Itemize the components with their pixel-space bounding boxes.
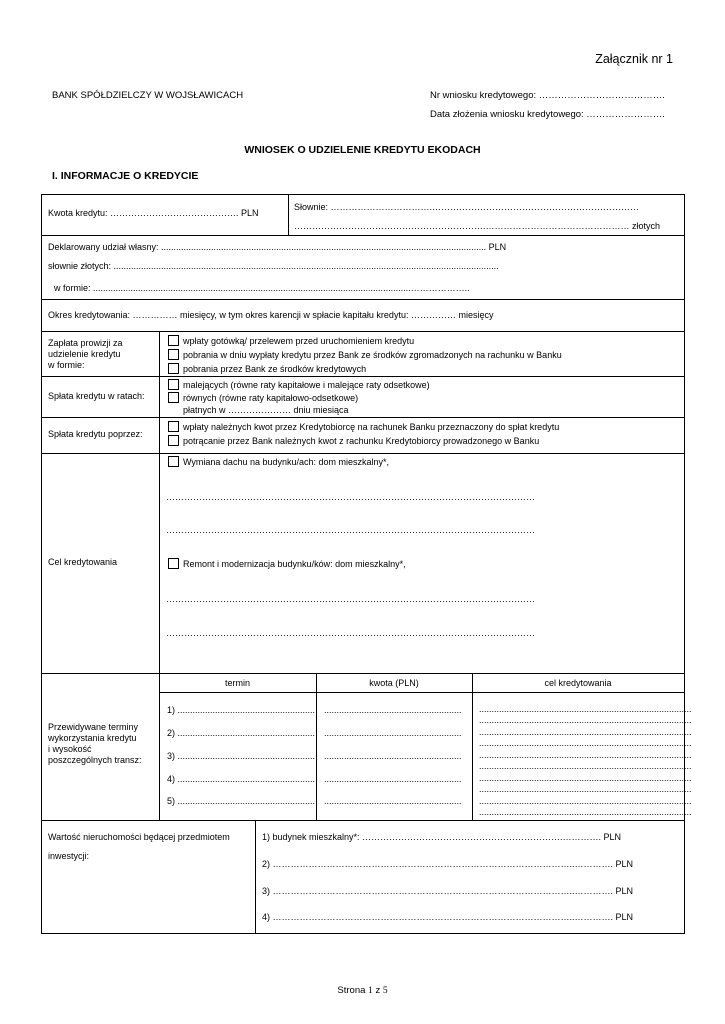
tranches-label: poszczególnych transz: xyxy=(48,755,142,765)
page-footer xyxy=(0,985,725,996)
credit-info-form xyxy=(41,194,692,934)
property-value-row: 2) ………………………………………………………………………………………..…………. PLN xyxy=(262,859,634,869)
tranches-label: Przewidywane terminy xyxy=(48,722,139,732)
bank-name: BANK SPÓŁDZIELCZY W WOJSŁAWICACH xyxy=(52,90,244,101)
tranche-term: 2) ....................................................... xyxy=(167,728,316,738)
section-title: I. INFORMACJE O KREDYCIE xyxy=(52,170,199,182)
purpose-dotted-line: …………………………………………………………………………………………………………… xyxy=(166,594,535,604)
column-header-amount: kwota (PLN) xyxy=(369,678,419,688)
divider xyxy=(42,376,684,377)
divider xyxy=(159,331,160,820)
amount-words-field: Słownie: …………………………….…………………………………………………………… xyxy=(294,202,640,212)
divider xyxy=(42,453,684,454)
divider xyxy=(159,692,684,693)
purpose-dotted-line: …………………………………………………………………………………………………………… xyxy=(166,492,535,502)
column-header-purpose: cel kredytowania xyxy=(544,678,612,688)
installment-option-label: równych (równe raty kapitałowo-odsetkowe) xyxy=(183,393,359,403)
commission-option-label: pobrania w dniu wypłaty kredytu przez Bank ze środków zgromadzonych na rachunku w Banku xyxy=(183,350,562,360)
tranche-amount: ....................................................... xyxy=(324,728,462,738)
amount-field: Kwota kredytu: ……………………………………. PLN xyxy=(48,208,259,218)
application-number-field: Nr wniosku kredytowego: …………………………………. xyxy=(430,90,665,101)
tranches-label: i wysokość xyxy=(48,744,92,754)
column-header-term: termin xyxy=(224,678,250,688)
roof-replacement-label: Wymiana dachu na budynku/ach: dom mieszkalny*, xyxy=(183,457,390,467)
divider xyxy=(316,673,317,820)
divider xyxy=(42,299,684,300)
tranches-label: wykorzystania kredytu xyxy=(48,733,137,743)
tranche-purpose: ..................................................................................... xyxy=(479,784,692,794)
repayment-option-label: potrącanie przez Bank należnych kwot z rachunku Kredytobiorcy prowadzonego w Banku xyxy=(183,436,540,446)
repayment-option-label: wpłaty należnych kwot przez Kredytobiorcę na rachunek Banku przeznaczony do spłat kredytu xyxy=(183,422,560,432)
roof-replacement-checkbox[interactable] xyxy=(168,456,179,467)
commission-option-label: pobrania przez Bank ze środków kredytowych xyxy=(183,364,367,374)
divider xyxy=(255,820,256,934)
commission-option-checkbox[interactable] xyxy=(168,363,179,374)
tranche-term: 3) ....................................................... xyxy=(167,751,316,761)
annex-label: Załącznik nr 1 xyxy=(595,52,673,66)
tranche-amount: ....................................................... xyxy=(324,705,462,715)
tranche-purpose: ..................................................................................... xyxy=(479,807,692,817)
tranche-purpose: ..................................................................................... xyxy=(479,715,692,725)
divider xyxy=(42,235,684,236)
installment-option-checkbox[interactable] xyxy=(168,392,179,403)
own-share-form-field: w formie: ...............................................................................................................................……………….. xyxy=(54,283,470,293)
tranche-purpose: ..................................................................................... xyxy=(479,738,692,748)
tranche-purpose: ..................................................................................... xyxy=(479,761,692,771)
commission-option-label: wpłaty gotówką/ przelewem przed uruchomieniem kredytu xyxy=(183,336,415,346)
tranche-purpose: ..................................................................................... xyxy=(479,727,692,737)
credit-period-field: Okres kredytowania: …………… miesięcy, w tym okres karencji w spłacie kapitału kredytu: …………… miesięcy xyxy=(48,310,494,320)
divider xyxy=(288,195,289,235)
tranche-amount: ....................................................... xyxy=(324,796,462,806)
installment-option-label: malejących (równe raty kapitałowe i malejące raty odsetkowe) xyxy=(183,380,430,390)
property-value-label: Wartość nieruchomości będącej przedmiotem xyxy=(48,832,230,842)
commission-label: w formie: xyxy=(48,360,85,370)
page-label: Strona xyxy=(337,985,366,996)
tranche-term: 4) ....................................................... xyxy=(167,774,316,784)
purpose-dotted-line: …………………………………………………………………………………………………………… xyxy=(166,628,535,638)
divider xyxy=(42,673,684,674)
property-value-row: 4) ………………………………………………………………………………………..…………. PLN xyxy=(262,912,634,922)
tranche-purpose: ..................................................................................... xyxy=(479,773,692,783)
divider xyxy=(42,417,684,418)
repayment-option-checkbox[interactable] xyxy=(168,421,179,432)
installment-option-checkbox[interactable] xyxy=(168,379,179,390)
purpose-dotted-line: …………………………………………………………………………………………………………… xyxy=(166,525,535,535)
own-share-words-field: słownie złotych: .......................................................................................................................................................... xyxy=(48,261,499,271)
application-date-field: Data złożenia wniosku kredytowego: ……………………. xyxy=(430,109,665,120)
commission-option-checkbox[interactable] xyxy=(168,349,179,360)
tranche-amount: ....................................................... xyxy=(324,751,462,761)
commission-option-checkbox[interactable] xyxy=(168,335,179,346)
payment-day-field: płatnych w ………………… dniu miesiąca xyxy=(183,405,349,415)
page-total: 5 xyxy=(382,986,388,996)
renovation-label: Remont i modernizacja budynku/ków: dom mieszkalny*, xyxy=(183,559,406,569)
tranche-term: 5) ....................................................... xyxy=(167,796,316,806)
commission-label: Zapłata prowizji za xyxy=(48,338,123,348)
renovation-checkbox[interactable] xyxy=(168,558,179,569)
purpose-label: Cel kredytowania xyxy=(48,557,118,567)
divider xyxy=(42,820,684,821)
own-share-field: Deklarowany udział własny: .................................................................................................................................. PLN xyxy=(48,242,507,252)
divider xyxy=(472,673,473,820)
page-number: 1 xyxy=(368,986,373,996)
page-of: z xyxy=(375,985,381,996)
property-value-row: 3) ………………………………………………………………………………………..…………. PLN xyxy=(262,886,634,896)
commission-label: udzielenie kredytu xyxy=(48,349,121,359)
installments-label: Spłata kredytu w ratach: xyxy=(48,391,145,401)
tranche-term: 1) ....................................................... xyxy=(167,705,316,715)
tranche-amount: ....................................................... xyxy=(324,774,462,784)
document-title: WNIOSEK O UDZIELENIE KREDYTU EKODACH xyxy=(244,144,481,156)
property-value-row: 1) budynek mieszkalny*: ………………………………………………………….…………. PLN xyxy=(262,832,622,842)
tranche-purpose: ..................................................................................... xyxy=(479,796,692,806)
property-value-label: inwestycji: xyxy=(48,851,90,861)
repayment-label: Spłata kredytu poprzez: xyxy=(48,429,143,439)
repayment-option-checkbox[interactable] xyxy=(168,435,179,446)
tranche-purpose: ..................................................................................... xyxy=(479,750,692,760)
divider xyxy=(42,331,684,332)
amount-words-line: ……………………………………………………….………………………………………… złotych xyxy=(294,221,661,231)
tranche-purpose: ..................................................................................... xyxy=(479,704,692,714)
